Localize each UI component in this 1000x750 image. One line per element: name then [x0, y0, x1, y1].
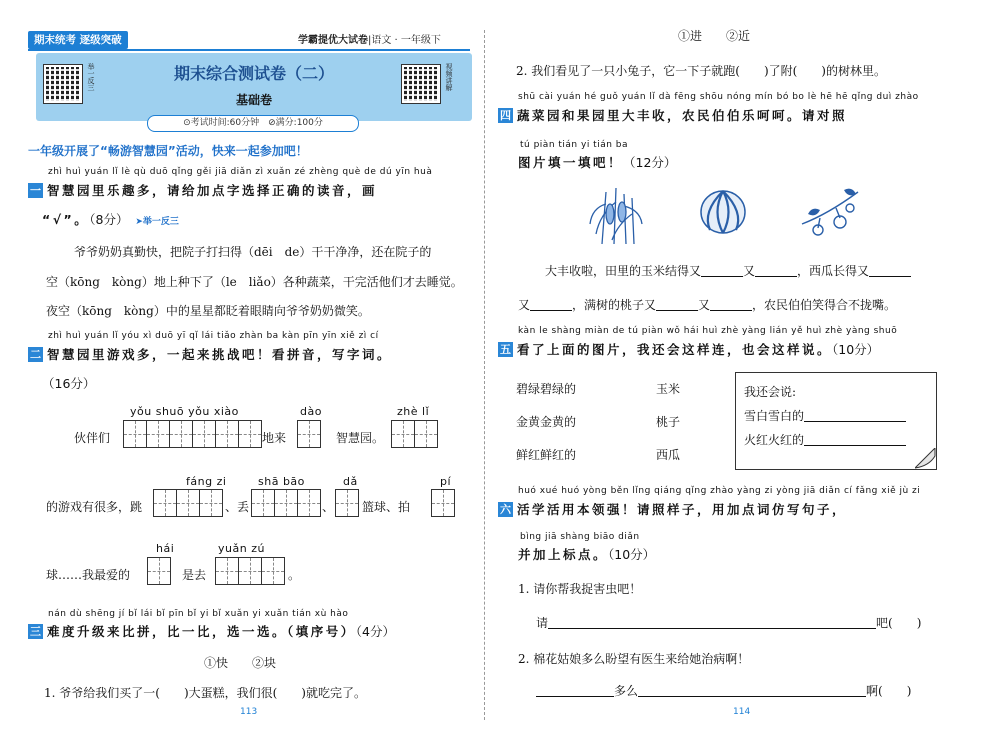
q3-options-2: ①进 ②近 — [678, 29, 751, 43]
corn-illustration — [588, 184, 644, 246]
question-3: 三 难度升级来比拼，比一比，选一选。（填序号）（4分） — [30, 624, 395, 639]
page-number-right: 114 — [733, 707, 751, 717]
q2-row1-mid1: 地来 — [262, 431, 287, 445]
exam-info: ⊙考试时间:60分钟 ⊘满分:100分 — [147, 115, 359, 132]
answer-line-2b[interactable] — [638, 684, 866, 697]
q6-answer-1: 请 吧( ) — [536, 616, 922, 630]
q4-number: 四 — [500, 109, 511, 122]
qr-right-label: 视频讲解 — [445, 63, 453, 91]
q2-row1-mid2: 智慧园。 — [336, 431, 385, 445]
left-page — [0, 0, 485, 750]
note-box-title: 我还会说: — [744, 385, 797, 399]
q1-line2: “√”。（8分） ➤举一反三 — [42, 212, 179, 227]
q5-pinyin: kàn le shàng miàn de tú piàn wǒ hái huì zhè yàng lián yě huì zhè yàng shuō — [518, 326, 898, 336]
answer-line-2a[interactable] — [536, 684, 614, 697]
blank-5[interactable] — [656, 298, 698, 311]
q2-row1-text: 伙伴们 — [74, 431, 111, 445]
q6-pinyin-2: bìng jiā shàng biāo diǎn — [520, 532, 640, 542]
match-left-1[interactable]: 碧绿碧绿的 — [516, 382, 577, 396]
q6-example-1: 1. 请你帮我捉害虫吧！ — [518, 582, 642, 596]
question-6: 六 活学活用本领强！请照样子，用加点词仿写句子， — [500, 502, 848, 517]
match-left-3[interactable]: 鲜红鲜红的 — [516, 448, 577, 462]
note-box-line-1: 雪白雪白的 — [744, 407, 906, 424]
q1-number: 一 — [30, 184, 41, 197]
header-badge: 期末统考 逐级突破 — [28, 31, 128, 49]
q2-row3-end: 。 — [288, 568, 301, 582]
q3-options: ①快 ②块 — [204, 656, 277, 670]
q2-pinyin-h: hái — [156, 542, 175, 555]
match-right-3[interactable]: 西瓜 — [656, 448, 681, 462]
q2-grid-c[interactable] — [392, 420, 438, 448]
q3-sentence-1: 1. 爷爷给我们买了一( )大蛋糕，我们很( )就吃完了。 — [44, 686, 366, 700]
exam-title: 期末综合测试卷（二） — [173, 64, 334, 83]
question-4: 四 蔬菜园和果园里大丰收，农民伯伯乐呵呵。请对照 — [500, 108, 848, 123]
q6-pinyin: huó xué huó yòng běn lǐng qiáng qǐng zhào yàng zi yòng jiā diǎn cí fǎng xiě jù zi — [518, 486, 921, 496]
q2-grid-d[interactable] — [154, 489, 223, 517]
page-spine — [484, 30, 485, 720]
note-box-line-2: 火红火红的 — [744, 431, 906, 448]
match-left-2[interactable]: 金黄金黄的 — [516, 415, 577, 429]
q2-pinyin-c: zhè lǐ — [397, 405, 430, 418]
q6-number: 六 — [500, 503, 511, 516]
q2-grid-e[interactable] — [252, 489, 321, 517]
q3-number: 三 — [30, 625, 41, 638]
q2-grid-g[interactable] — [432, 489, 455, 517]
q1-pinyin: zhì huì yuán lǐ lè qù duō qǐng gěi jiā diǎn zì xuǎn zé zhèng què de dú yīn huà — [48, 167, 433, 177]
q2-grid-i[interactable] — [216, 557, 285, 585]
q2-row3-text: 球……我最爱的 — [46, 568, 131, 582]
q4-pinyin-2: tú piàn tián yi tián ba — [520, 140, 629, 150]
q2-pinyin: zhì huì yuán lǐ yóu xì duō yī qǐ lái tiǎo zhàn ba kàn pīn yīn xiě zì cí — [48, 331, 379, 341]
q1-passage-1: 爷爷奶奶真勤快，把院子打扫得（dēi de）干干净净，还在院子的 — [74, 245, 432, 259]
q2-score: （16分） — [42, 376, 96, 391]
q2-number: 二 — [30, 348, 41, 361]
q2-grid-a[interactable] — [124, 420, 262, 448]
q4-fill-line-1: 大丰收啦，田里的玉米结得又 又 ，西瓜长得又 — [545, 262, 911, 279]
blank-3[interactable] — [869, 264, 911, 277]
q2-row3-mid: 是去 — [182, 568, 207, 582]
qr-code-right[interactable] — [402, 65, 440, 103]
q2-grid-b[interactable] — [298, 420, 321, 448]
page-number-left: 113 — [240, 707, 258, 717]
q2-row2-d: 篮球、拍 — [362, 500, 411, 514]
blank-1[interactable] — [701, 264, 743, 277]
q5-number: 五 — [500, 343, 511, 356]
q4-fill-line-2: 又 ，满树的桃子又 又 ，农民伯伯笑得合不拢嘴。 — [518, 298, 897, 312]
q1-tag: ➤举一反三 — [135, 217, 179, 227]
match-right-1[interactable]: 玉米 — [656, 382, 681, 396]
q4-pinyin: shū cài yuán hé guǒ yuán lǐ dà fēng shōu nóng mín bó bo lè hē hē qǐng duì zhào — [518, 92, 919, 102]
note-box — [735, 372, 937, 470]
note-blank-2[interactable] — [804, 433, 906, 446]
q2-pinyin-a: yǒu shuō yǒu xiào — [130, 405, 239, 418]
answer-line-1[interactable] — [548, 616, 876, 629]
q2-row2-c: 、 — [322, 500, 335, 514]
blank-2[interactable] — [755, 264, 797, 277]
q2-pinyin-e: shā bāo — [258, 475, 305, 488]
q3-sentence-2: 2. 我们看见了一只小兔子，它一下子就跑( )了附( )的树林里。 — [516, 64, 886, 78]
q2-grid-f[interactable] — [336, 489, 359, 517]
page-curl-corner — [915, 448, 937, 470]
q2-pinyin-b: dào — [300, 405, 322, 418]
q1-passage-3: 夜空（kōng kòng）中的星星都眨着眼睛向爷爷奶奶微笑。 — [46, 304, 370, 318]
match-right-2[interactable]: 桃子 — [656, 415, 681, 429]
q2-pinyin-f: dǎ — [343, 475, 358, 488]
q1-passage-2: 空（kōng kòng）地上种下了（le liǎo）各种蔬菜，干完活他们才去睡觉。 — [46, 275, 463, 289]
header-book-title: 学霸提优大试卷|语文 · 一年级下 — [298, 35, 441, 46]
title-banner — [36, 53, 472, 121]
q2-pinyin-i: yuǎn zú — [218, 542, 265, 555]
q2-pinyin-g: pí — [440, 475, 452, 488]
q2-pinyin-d: fáng zi — [186, 475, 227, 488]
q4-line2: 图片填一填吧！（12分） — [518, 155, 677, 170]
q6-answer-2: 多么 啊( ) — [536, 682, 911, 699]
note-blank-1[interactable] — [804, 409, 906, 422]
q2-row2-text: 的游戏有很多，跳 — [46, 500, 143, 514]
question-2: 二 智慧园里游戏多，一起来挑战吧！看拼音，写字词。 — [30, 347, 393, 362]
question-1: 一 智慧园里乐趣多，请给加点字选择正确的读音，画 — [30, 183, 378, 198]
activity-intro: 一年级开展了“畅游智慧园”活动，快来一起参加吧！ — [28, 144, 308, 158]
watermelon-illustration — [698, 188, 748, 236]
q2-grid-h[interactable] — [148, 557, 171, 585]
question-5: 五 看了上面的图片，我还会这样连，也会这样说。（10分） — [500, 342, 880, 357]
peach-branch-illustration — [798, 184, 862, 236]
q6-example-2: 2. 棉花姑娘多么盼望有医生来给她治病啊！ — [518, 652, 750, 666]
q2-row2-b: 、丢 — [225, 500, 250, 514]
header-rule — [28, 49, 470, 51]
q6-line2: 并加上标点。（10分） — [518, 547, 656, 562]
qr-left-label: 举一反三 — [87, 63, 95, 91]
exam-subtitle: 基础卷 — [235, 93, 272, 107]
blank-4[interactable] — [530, 298, 572, 311]
blank-6[interactable] — [710, 298, 752, 311]
q3-pinyin: nán dù shēng jí bǐ lái bǐ pīn bǐ yi bǐ xuǎn yi xuǎn tián xù hào — [48, 609, 349, 619]
